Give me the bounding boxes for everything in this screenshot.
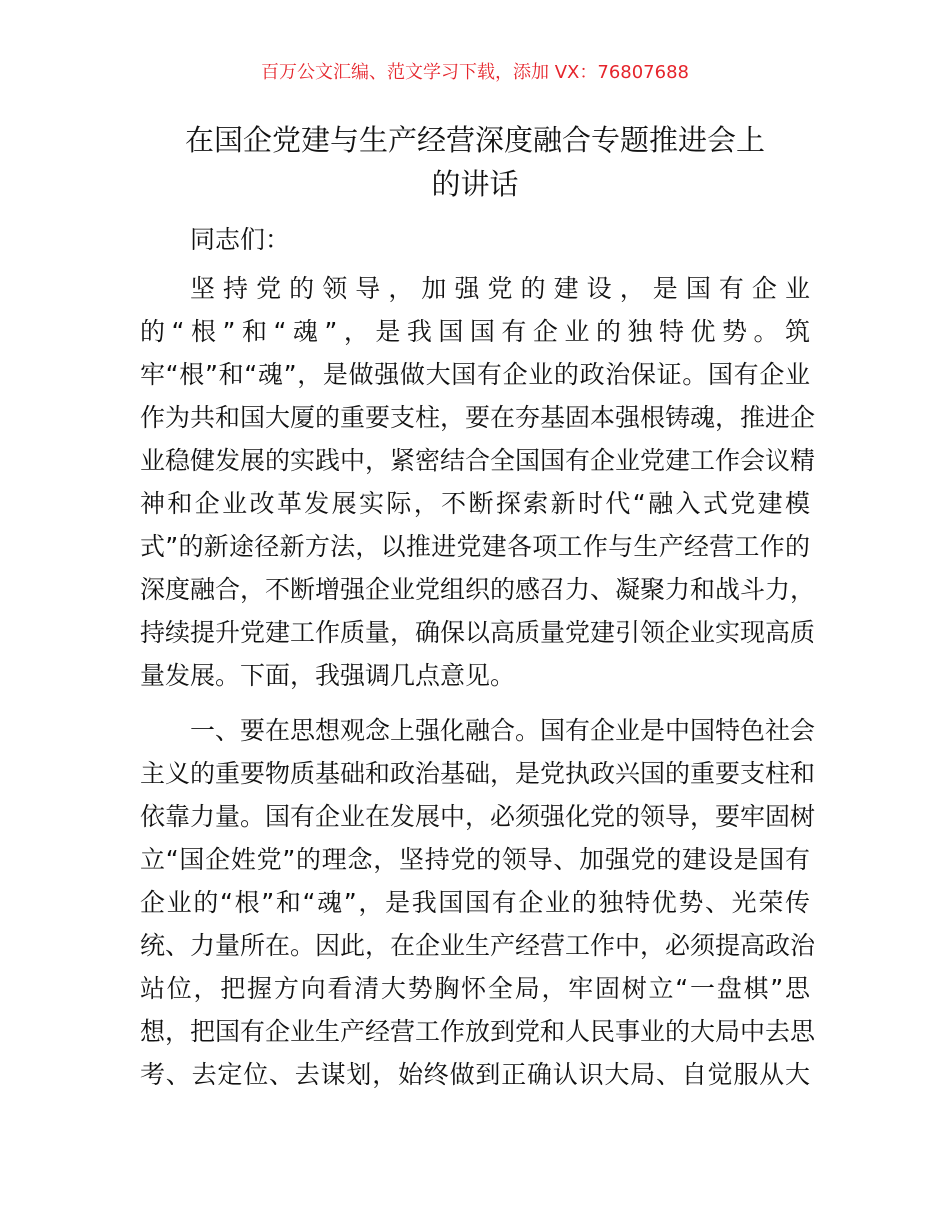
paragraph-line: 坚持党的领导，加强党的建设，是国有企业 — [190, 274, 810, 303]
paragraph-line: 想，把国有企业生产经营工作放到党和人民事业的大局中去思 — [140, 1017, 816, 1046]
paragraph-line: 作为共和国大厦的重要支柱，要在夯基固本强根铸魂，推进企 — [140, 403, 816, 432]
document-title-line-1: 在国企党建与生产经营深度融合专题推进会上 — [184, 123, 765, 157]
paragraph-line: 统、力量所在。因此，在企业生产经营工作中，必须提高政治 — [140, 931, 816, 960]
paragraph-line: 站位，把握方向看清大势胸怀全局，牢固树立“一盘棋”思 — [140, 974, 810, 1003]
paragraph-line: 深度融合，不断增强企业党组织的感召力、凝聚力和战斗力， — [140, 575, 816, 604]
paragraph-line: 的“根”和“魂”，是我国国有企业的独特优势。筑 — [140, 317, 810, 346]
watermark-header: 百万公文汇编、范文学习下载，添加 VX：76807688 — [261, 62, 689, 83]
paragraph-line: 神和企业改革发展实际，不断探索新时代“融入式党建模 — [140, 489, 810, 518]
paragraph-line: 业稳健发展的实践中，紧密结合全国国有企业党建工作会议精 — [140, 446, 816, 475]
document-title-line-2: 的讲话 — [431, 167, 519, 201]
paragraph-line: 一、要在思想观念上强化融合。国有企业是中国特色社会 — [190, 716, 816, 745]
paragraph-line: 主义的重要物质基础和政治基础，是党执政兴国的重要支柱和 — [140, 759, 816, 788]
paragraph-line: 式”的新途径新方法，以推进党建各项工作与生产经营工作的 — [140, 532, 810, 561]
paragraph-line: 持续提升党建工作质量，确保以高质量党建引领企业实现高质 — [140, 618, 816, 647]
paragraph-line: 立“国企姓党”的理念，坚持党的领导、加强党的建设是国有 — [140, 845, 810, 874]
paragraph-line: 牢“根”和“魂”，是做强做大国有企业的政治保证。国有企业 — [140, 360, 810, 389]
salutation: 同志们： — [190, 225, 291, 254]
paragraph-line: 企业的“根”和“魂”，是我国国有企业的独特优势、光荣传 — [140, 888, 810, 917]
paragraph-line: 考、去定位、去谋划，始终做到正确认识大局、自觉服从大 — [140, 1060, 810, 1089]
paragraph-line: 量发展。下面，我强调几点意见。 — [140, 661, 516, 690]
paragraph-line: 依靠力量。国有企业在发展中，必须强化党的领导，要牢固树 — [140, 802, 816, 831]
